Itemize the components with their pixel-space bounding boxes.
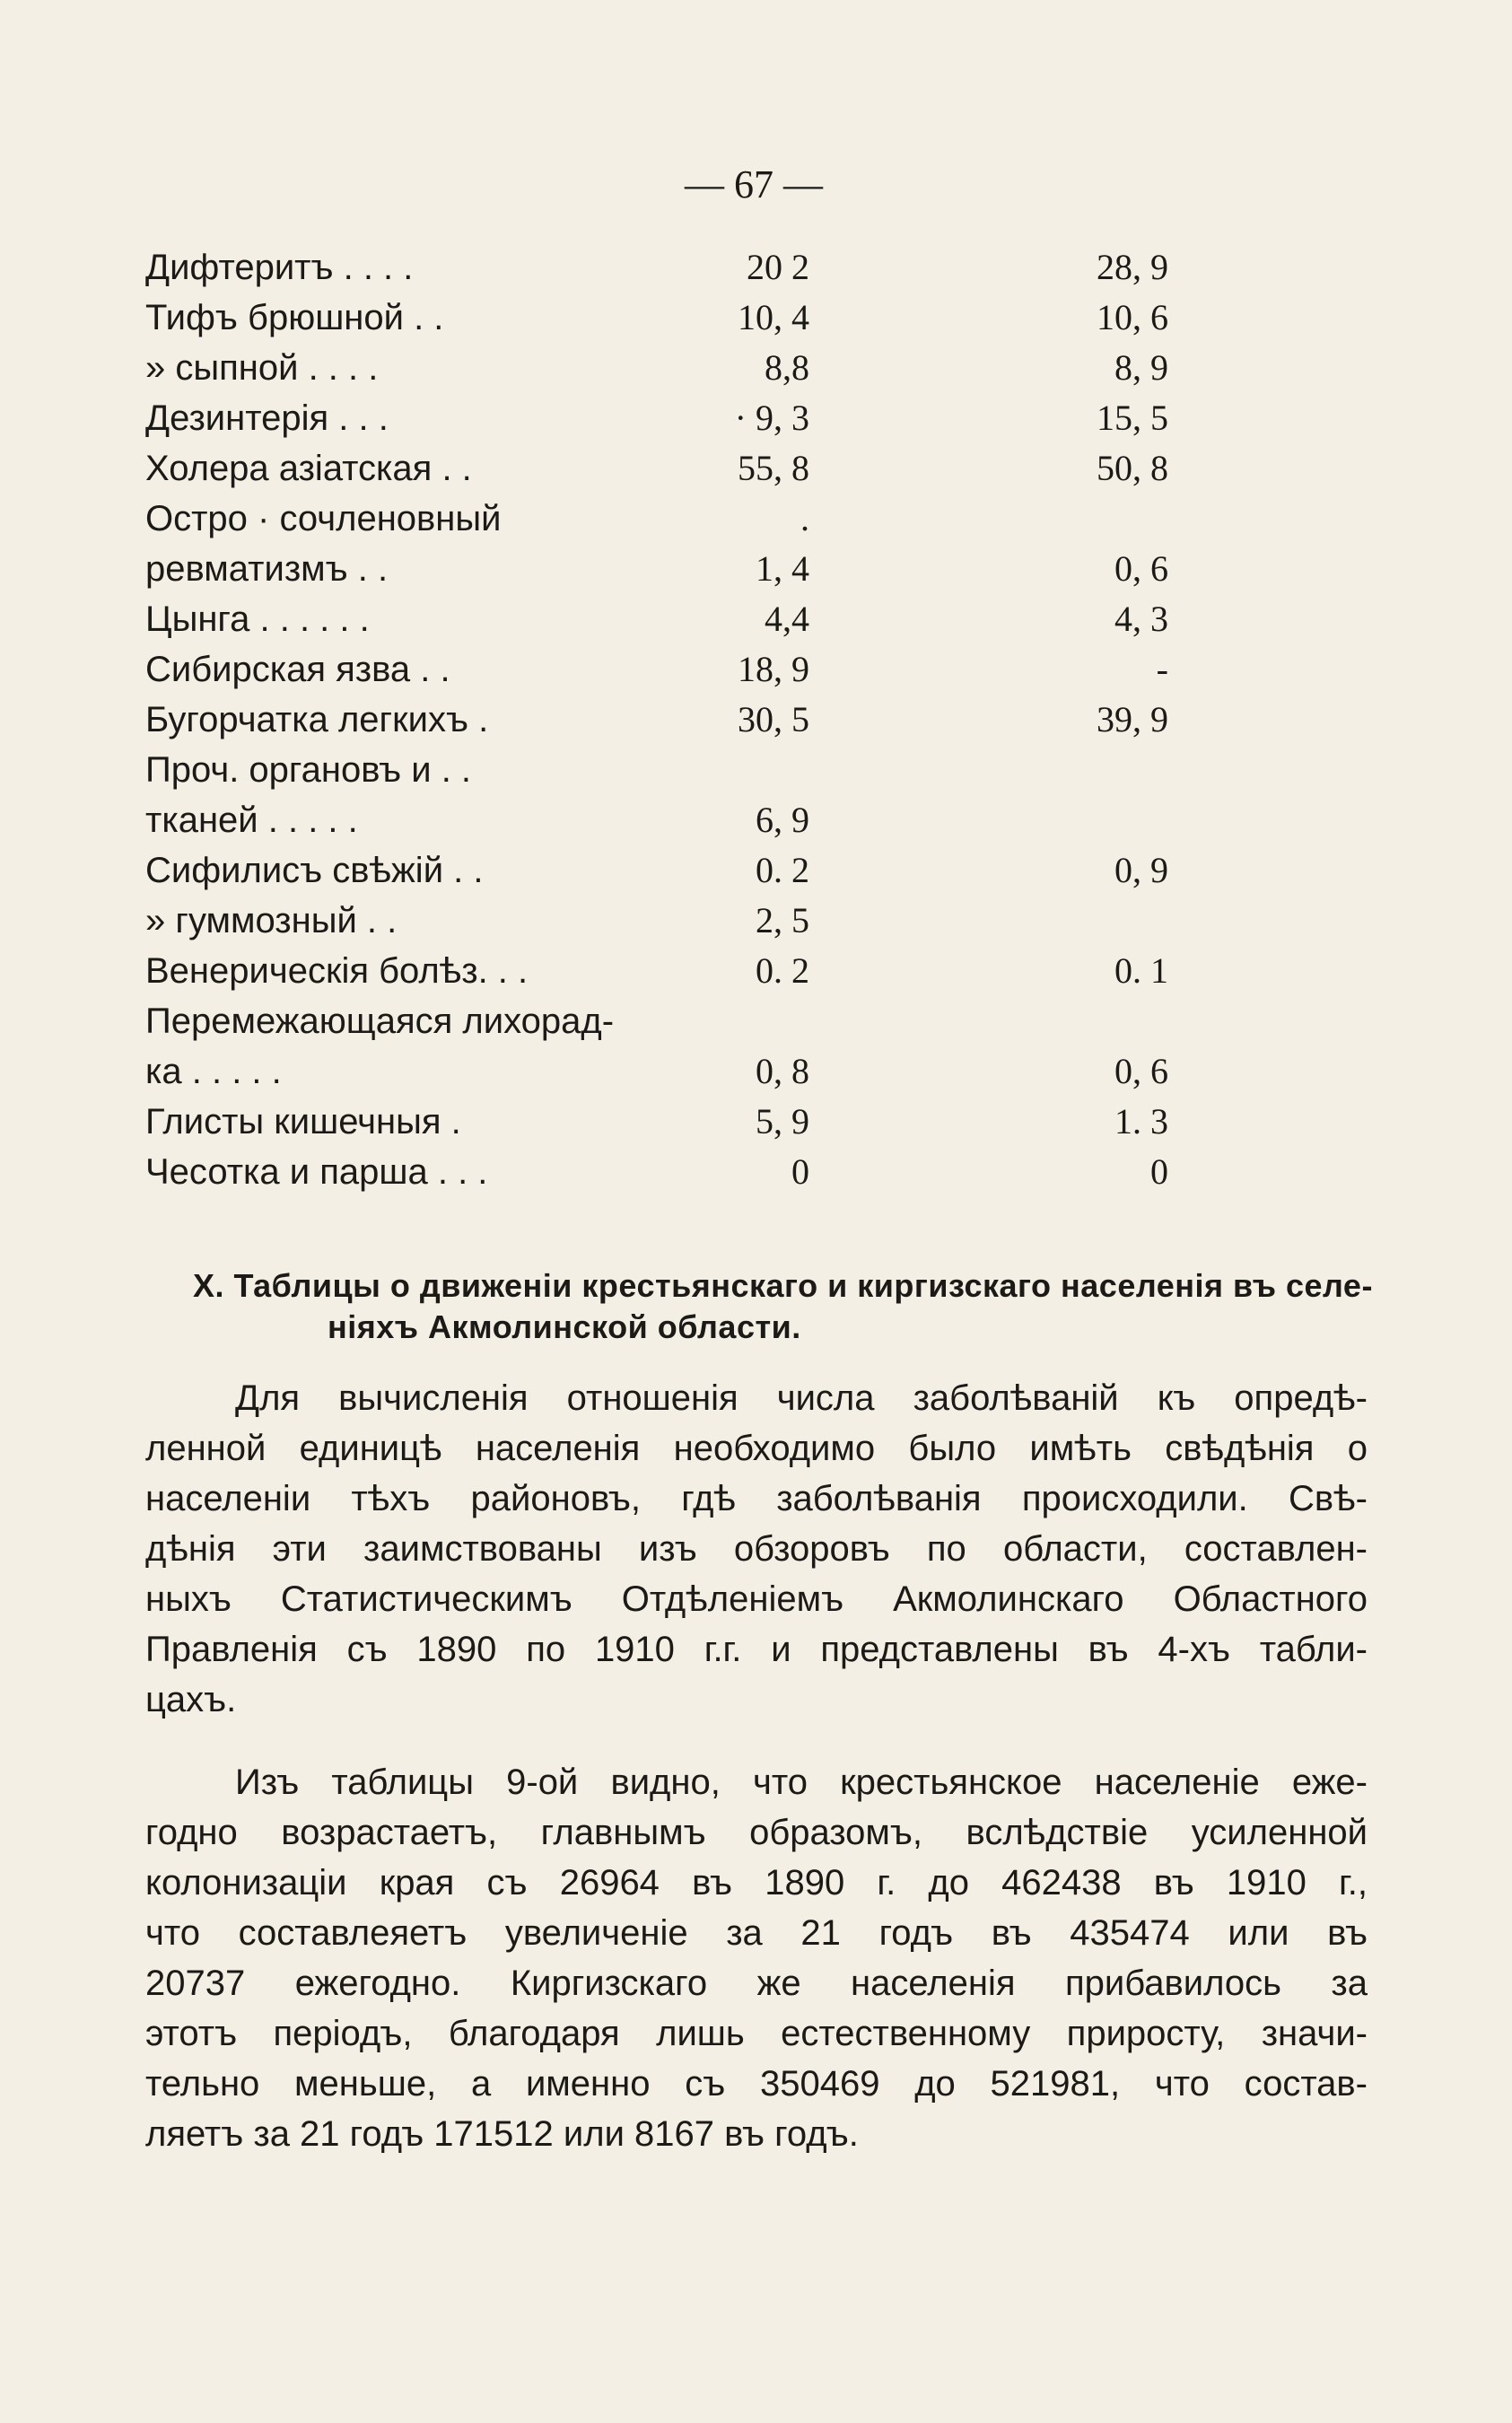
row-label: Сибирская язва . . — [145, 650, 450, 689]
table-row — [145, 293, 1168, 343]
table-row — [145, 896, 1168, 946]
paragraph-line: годно возрастаетъ, главнымъ образомъ, вслѣдствіе усиленной — [145, 1813, 1368, 1852]
row-value-1: 30, 5 — [738, 699, 809, 739]
paragraph-line: тельно меньше, а именно съ 350469 до 521981, что состав- — [145, 2064, 1368, 2104]
paragraph-line: Изъ таблицы 9-ой видно, что крестьянское населеніе еже- — [235, 1763, 1368, 1802]
paragraph-line: цахъ. — [145, 1680, 237, 1719]
section-heading-line-2: ніяхъ Акмолинской области. — [328, 1308, 801, 1345]
table-row — [145, 745, 1168, 795]
row-value-2: 0, 9 — [1114, 850, 1168, 890]
row-label: Дифтеритъ . . . . — [145, 248, 414, 287]
row-label: Цынга . . . . . . — [145, 599, 370, 639]
paragraph-line: этотъ періодъ, благодаря лишь естественному приросту, значи- — [145, 2014, 1368, 2053]
row-value-1: 20 2 — [747, 247, 809, 287]
row-value-1: 1, 4 — [756, 548, 809, 589]
row-value-1: 6, 9 — [756, 800, 809, 840]
row-label: » гуммозный . . — [145, 901, 398, 940]
table-row — [145, 795, 1168, 845]
row-value-1: 8,8 — [765, 347, 809, 388]
table-row — [145, 343, 1168, 393]
row-value-2: 28, 9 — [1097, 247, 1168, 287]
row-label: Сифилисъ свѣжій . . — [145, 851, 484, 890]
table-row — [145, 494, 1168, 544]
row-label: Венерическія болѣз. . . — [145, 951, 529, 991]
table-row — [145, 644, 1168, 695]
row-label: ка . . . . . — [145, 1052, 282, 1091]
paragraph-line: дѣнія эти заимствованы изъ обзоровъ по области, составлен- — [145, 1529, 1368, 1569]
row-value-2: 0 — [1150, 1151, 1168, 1192]
section-heading-line-1: X. Таблицы о движеніи крестьянскаго и киргизскаго населенія въ селе- — [193, 1267, 1373, 1304]
row-label: тканей . . . . . — [145, 800, 358, 840]
paragraph-line: Правленія съ 1890 по 1910 г.г. и представлены въ 4-хъ табли- — [145, 1630, 1368, 1669]
table-row — [145, 544, 1168, 594]
table-row — [145, 1097, 1168, 1147]
row-value-2: 0, 6 — [1114, 1051, 1168, 1091]
paragraph-line: 20737 ежегодно. Киргизскаго же населенія прибавилось за — [145, 1964, 1368, 2003]
paragraph-line: ляетъ за 21 годъ 171512 или 8167 въ годъ. — [145, 2114, 859, 2154]
paragraph-2 — [145, 1757, 1368, 2159]
row-value-2: 8, 9 — [1114, 347, 1168, 388]
disease-table — [145, 242, 1168, 1197]
paragraph-line: что составлеяетъ увеличеніе за 21 годъ въ 435474 или въ — [145, 1913, 1368, 1953]
page-number: — 67 — — [685, 162, 823, 206]
row-value-1: 0. 2 — [756, 950, 809, 991]
row-label: Чесотка и парша . . . — [145, 1152, 488, 1192]
table-row — [145, 946, 1168, 996]
row-value-2: 39, 9 — [1097, 699, 1168, 739]
row-value-2: 0. 1 — [1114, 950, 1168, 991]
row-value-2: 1. 3 — [1114, 1101, 1168, 1142]
table-row — [145, 695, 1168, 745]
row-label: Тифъ брюшной . . — [145, 298, 444, 337]
row-label: Бугорчатка легкихъ . — [145, 700, 489, 739]
row-value-1: 55, 8 — [738, 448, 809, 488]
table-row — [145, 594, 1168, 644]
row-value-1: 10, 4 — [738, 297, 809, 337]
row-value-1: 5, 9 — [756, 1101, 809, 1142]
row-label: Холера азіатская . . — [145, 449, 472, 488]
row-label: Перемежающаяся лихорад- — [145, 1002, 615, 1041]
row-value-2: 10, 6 — [1097, 297, 1168, 337]
table-row — [145, 1147, 1168, 1197]
paragraph-line: ленной единицѣ населенія необходимо было имѣть свѣдѣнія о — [145, 1429, 1368, 1468]
paragraph-line: Для вычисленія отношенія числа заболѣваній къ опредѣ- — [235, 1378, 1368, 1418]
table-row — [145, 393, 1168, 443]
paragraph-1 — [145, 1373, 1368, 1725]
row-value-2: - — [1156, 649, 1168, 689]
row-value-1: 2, 5 — [756, 900, 809, 940]
row-value-1: · 9, 3 — [734, 398, 809, 438]
row-value-1: 18, 9 — [738, 649, 809, 689]
row-value-2: 0, 6 — [1114, 548, 1168, 589]
row-label: » сыпной . . . . — [145, 348, 379, 388]
row-value-1: 0 — [791, 1151, 809, 1192]
row-value-2: 15, 5 — [1097, 398, 1168, 438]
table-row — [145, 242, 1168, 293]
section-heading — [193, 1265, 1377, 1348]
table-row — [145, 845, 1168, 896]
paragraph-line: колонизаціи края съ 26964 въ 1890 г. до 462438 въ 1910 г., — [145, 1863, 1368, 1903]
row-label: Глисты кишечныя . — [145, 1102, 461, 1142]
row-label: Проч. органовъ и . . — [145, 750, 472, 790]
table-row — [145, 443, 1168, 494]
table-row — [145, 1046, 1168, 1097]
paragraph-line: ныхъ Статистическимъ Отдѣленіемъ Акмолинскаго Областного — [145, 1579, 1368, 1619]
row-value-2: 50, 8 — [1097, 448, 1168, 488]
row-label: Остро · сочленовный — [145, 499, 502, 538]
row-value-1: 0, 8 — [756, 1051, 809, 1091]
paragraph-line: населеніи тѣхъ районовъ, гдѣ заболѣванія происходили. Свѣ- — [145, 1479, 1368, 1518]
row-value-1: 4,4 — [765, 599, 809, 639]
row-value-2: 4, 3 — [1114, 599, 1168, 639]
table-row — [145, 996, 1168, 1046]
row-value-1: . — [800, 498, 809, 538]
row-value-1: 0. 2 — [756, 850, 809, 890]
row-label: ревматизмъ . . — [145, 549, 389, 589]
row-label: Дезинтерія . . . — [145, 398, 389, 438]
